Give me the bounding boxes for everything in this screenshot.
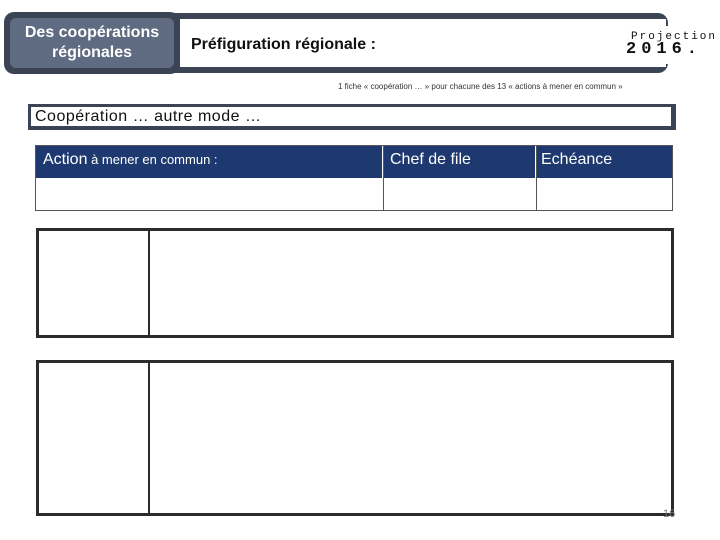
header-echeance: Echéance [541,151,613,168]
column-divider [536,146,537,210]
projection-label: Projection [631,31,718,43]
instruction-note: 1 fiche « coopération … » pour chacune des 13 « actions à mener en commun » [338,82,623,91]
action-table [35,145,673,211]
section-badge-label: Des coopérations régionales [24,24,160,61]
page-number: 16 [663,508,676,520]
cooperation-title: Coopération … autre mode … [35,108,262,125]
content-box-2 [36,360,674,516]
section-badge [4,12,180,74]
content-box-1-divider [148,228,150,338]
page-title: Préfiguration régionale : [191,36,376,53]
content-box-1 [36,228,674,338]
content-box-1-inner [39,231,671,335]
header-chef-de-file: Chef de file [390,151,471,168]
header-action-rest: à mener en commun : [87,152,218,167]
header-action [43,151,218,169]
content-box-2-divider [148,360,150,516]
header-action-main: Action [43,151,88,168]
content-box-2-inner [39,363,671,513]
section-badge-inner [10,18,174,68]
projection-year: 2016. [626,40,703,59]
column-divider [383,146,384,210]
table-header-row [36,146,672,178]
